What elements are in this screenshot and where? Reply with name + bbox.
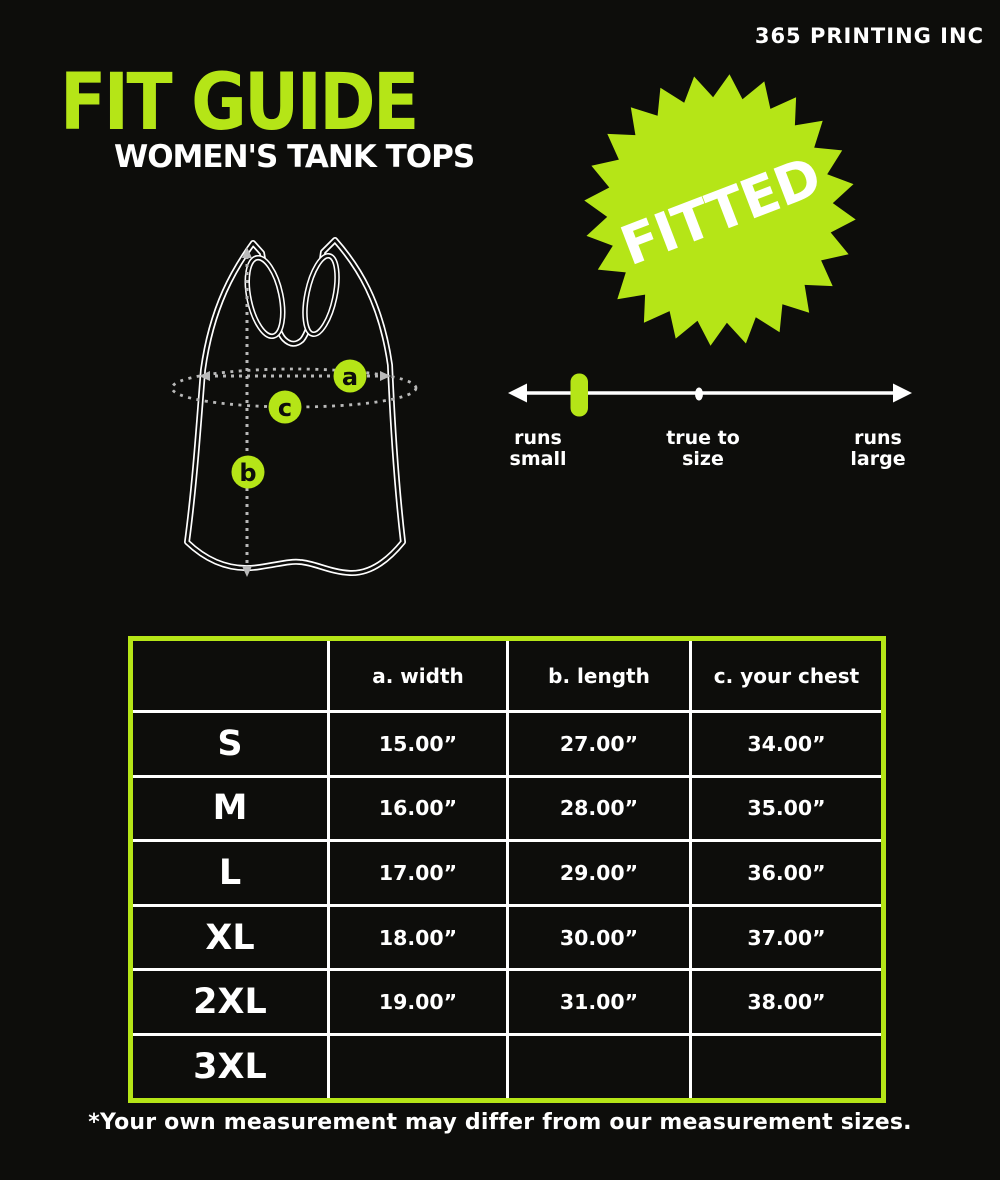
table-row-cell: 34.00” <box>692 713 881 775</box>
table-row-cell: 37.00” <box>692 907 881 969</box>
table-row-size: M <box>133 778 327 840</box>
marker-b <box>232 456 265 489</box>
table-row-size: 2XL <box>133 971 327 1033</box>
marker-c-label: c <box>277 394 293 422</box>
table-row-cell: 17.00” <box>330 842 506 904</box>
scale-arrow-left-icon <box>508 384 527 403</box>
table-row-cell: 16.00” <box>330 778 506 840</box>
table-row-cell: 15.00” <box>330 713 506 775</box>
table-row-cell: 38.00” <box>692 971 881 1033</box>
size-table <box>128 636 886 1103</box>
scale-label-runs-small <box>496 428 580 470</box>
page-title: FIT GUIDE <box>60 58 417 148</box>
footnote: *Your own measurement may differ from our measurement sizes. <box>88 1110 912 1135</box>
scale-position-marker <box>571 374 589 417</box>
table-header-chest: c. your chest <box>692 641 881 710</box>
table-row-size: L <box>133 842 327 904</box>
scale-label-line: runs <box>854 427 902 449</box>
page-subtitle: WOMEN'S TANK TOPS <box>114 139 475 175</box>
table-row-size: S <box>133 713 327 775</box>
tank-top-diagram <box>150 230 450 590</box>
scale-label-runs-large <box>836 428 920 470</box>
marker-b-label: b <box>239 459 257 487</box>
scale-arrow-right-icon <box>893 384 912 403</box>
scale-label-line: small <box>509 448 567 470</box>
table-row-cell: 36.00” <box>692 842 881 904</box>
table-header-length: b. length <box>509 641 689 710</box>
fitted-badge <box>570 60 870 360</box>
table-row-size: 3XL <box>133 1036 327 1098</box>
table-row-cell: 19.00” <box>330 971 506 1033</box>
brand-name: 365 PRINTING INC <box>754 24 984 48</box>
fit-scale <box>500 360 920 420</box>
table-row-cell <box>692 1036 881 1098</box>
table-row-cell <box>330 1036 506 1098</box>
table-row-cell: 31.00” <box>509 971 689 1033</box>
table-row-cell: 28.00” <box>509 778 689 840</box>
table-header-blank <box>133 641 327 710</box>
marker-a <box>334 360 367 393</box>
scale-label-line: runs <box>514 427 562 449</box>
table-row-size: XL <box>133 907 327 969</box>
marker-a-label: a <box>341 363 359 391</box>
table-row-cell: 18.00” <box>330 907 506 969</box>
marker-c <box>269 391 302 424</box>
fitted-badge-label: FITTED <box>612 144 829 279</box>
scale-label-line: size <box>682 448 724 470</box>
scale-center-dot <box>695 388 703 401</box>
table-row-cell: 30.00” <box>509 907 689 969</box>
table-row-cell <box>509 1036 689 1098</box>
length-arrow-down-icon <box>242 566 252 577</box>
scale-label-line: large <box>850 448 906 470</box>
table-row-cell: 27.00” <box>509 713 689 775</box>
scale-label-line: true to <box>666 427 740 449</box>
table-row-cell: 29.00” <box>509 842 689 904</box>
table-header-width: a. width <box>330 641 506 710</box>
table-row-cell: 35.00” <box>692 778 881 840</box>
scale-label-true-to-size <box>661 428 745 470</box>
